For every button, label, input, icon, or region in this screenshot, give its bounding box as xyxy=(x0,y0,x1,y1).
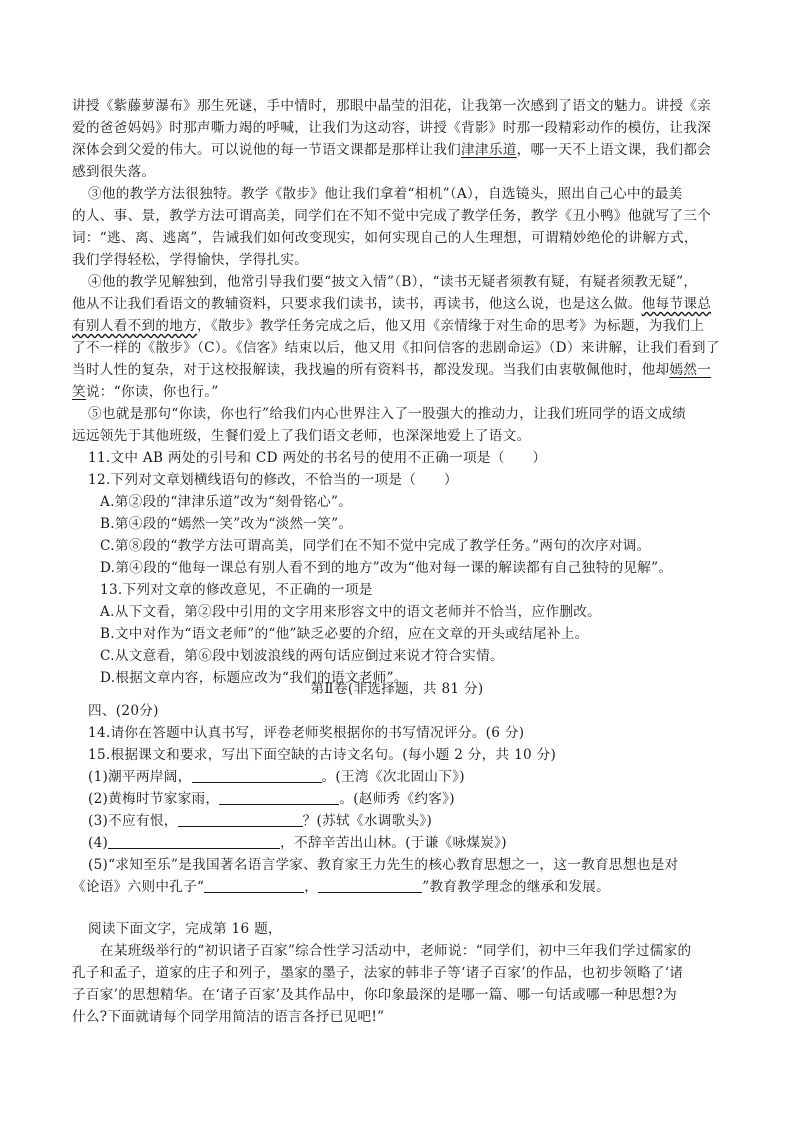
passage-line: ③他的教学方法很独特。教学《散步》他让我们拿着“相机”（A），自选镜头，照出自己心中的最美 xyxy=(88,186,683,202)
reading-line: 孔子和孟子，道家的庄子和列子，墨家的墨子，法家的韩非子等‘诸子百家’的作品，也初步领略了‘诸 xyxy=(72,965,684,981)
question-15-5: (5)“求知至乐”是我国著名语言学家、教育家王力先生的核心教育思想之一，这一教育思想也是对 xyxy=(88,857,679,873)
passage-line: 讲授《紫藤萝瀑布》那生死谜，手中情时，那眼中晶莹的泪花，让我第一次感到了语文的魅力。讲授《亲 xyxy=(72,98,712,114)
option-12b: B.第④段的“嫣然一笑”改为“淡然一笑”。 xyxy=(100,516,353,532)
question-12: 12.下列对文章划横线语句的修改，不恰当的一项是（ ） xyxy=(88,472,458,488)
answer-blank[interactable] xyxy=(219,790,339,805)
reading-line: 什么?下面就请每个同学用简洁的语言各抒已见吧!” xyxy=(72,1009,385,1025)
question-15-1: (1)潮平两岸阔， 。(王湾《次北固山下》) xyxy=(88,769,465,785)
passage-line: ⑤也就是那句“你读，你也行”给我们内心世界注入了一股强大的推动力，让我们班同学的语文成绩 xyxy=(88,406,687,422)
question-15-3: (3)不应有恨， ？(苏轼《水调歌头》) xyxy=(88,813,433,829)
question-15-2: (2)黄梅时节家家雨， 。(赵师秀《约客》) xyxy=(88,791,455,807)
passage-line: 有别人看不到的地方，《散步》教学任务完成之后，他又用《亲情缘于对生命的思考》为标题，为我们上 xyxy=(72,318,705,334)
part2-title: 第Ⅱ卷(非选择题，共 81 分) xyxy=(310,681,484,697)
reading-intro: 阅读下面文字，完成第 16 题， xyxy=(88,921,282,937)
question-15-5-cont: 《论语》六则中孔子“ ， ”教育教学理念的继承和发展。 xyxy=(72,879,611,895)
passage-line: 了不一样的《散步》（C）。《信客》结束以后，他又用《扣问信客的悲剧命运》（D）来讲解，让我们看到了 xyxy=(72,340,720,356)
answer-blank[interactable] xyxy=(318,878,422,893)
wavy-underlined-phrase: 有别人看不到的地方 xyxy=(72,318,198,334)
underlined-phrase: 笑 xyxy=(72,384,86,400)
reading-line: 在某班级举行的“初识诸子百家”综合性学习活动中，老师说：“同学们，初中三年我们学过儒家的 xyxy=(100,943,692,959)
answer-blank[interactable] xyxy=(192,768,322,783)
answer-blank[interactable] xyxy=(108,834,280,849)
option-12a: A.第②段的“津津乐道”改为“刻骨铭心”。 xyxy=(100,494,353,510)
reading-line: 子百家’的思想精华。在‘诸子百家’及其作品中，你印象最深的是哪一篇、哪一句话或哪一种思想?为 xyxy=(72,987,677,1003)
passage-line: 我们学得轻松，学得愉快，学得扎实。 xyxy=(72,252,309,268)
passage-line: 他从不让我们看语文的教辅资料，只要求我们读书，读书，再读书，他这么说，也是这么做。他每节课总 xyxy=(72,296,712,312)
option-13c: C.从文意看，第⑥段中划波浪线的两句话应倒过来说才符合实情。 xyxy=(100,648,504,664)
passage-line: 爱的爸爸妈妈》时那声嘶力竭的呼喊，让我们为这动容，讲授《背影》时那一段精彩动作的模仿，让我深 xyxy=(72,120,712,136)
option-13b: B.文中对作为“语文老师”的“他”缺乏必要的介绍，应在文章的开头或结尾补上。 xyxy=(100,626,589,642)
passage-line: 远远领先于其他班级，生餐们爱上了我们语文老师，也深深地爱上了语文。 xyxy=(72,428,531,444)
answer-blank[interactable] xyxy=(178,812,303,827)
question-15-4: (4) ，不辞辛苦出山林。(于谦《咏煤炭》) xyxy=(88,835,507,851)
underlined-phrase: 津津乐道 xyxy=(461,142,517,158)
passage-line: 笑说：“你读，你也行。” xyxy=(72,384,219,400)
section-heading: 四、(20分) xyxy=(88,703,159,719)
underlined-phrase: 嫣然一 xyxy=(669,362,712,378)
option-12c: C.第⑧段的“教学方法可谓高美，同学们在不知不觉中完成了教学任务。”两句的次序对调。 xyxy=(100,538,651,554)
wavy-underlined-phrase: 他每节课总 xyxy=(641,296,712,312)
option-12d: D.第④段的“他每一课总有别人看不到的地方”改为“他对每一课的解读都有自己独特的见解”。 xyxy=(100,560,673,576)
passage-line: 词：“逃、离、逃离”，告诫我们如何改变现实，如何实现自己的人生理想，可谓精妙绝伦的讲解方式， xyxy=(72,230,698,246)
passage-line: 当时人性的复杂，对于这校报解读，我找遍的所有资料书，都没发现。当我们由衷敬佩他时，他却嫣然一 xyxy=(72,362,712,378)
question-11: 11.文中 AB 两处的引号和 CD 两处的书名号的使用不正确一项是（ ） xyxy=(88,450,547,466)
passage-line: 的人、事、景，教学方法可谓高美，同学们在不知不觉中完成了教学任务，教学《丑小鸭》他就写了三个 xyxy=(72,208,712,224)
question-13: 13.下列对文章的修改意见，不正确的一项是 xyxy=(100,582,373,598)
question-14: 14.请你在答题中认真书写，评卷老师奖根据你的书写情况评分。(6 分) xyxy=(88,725,525,741)
passage-line: ④他的教学见解独到，他常引导我们要“披文入情”（B），“读书无疑者须教有疑，有疑者须教无疑”， xyxy=(88,274,698,290)
passage-line: 感到很失落。 xyxy=(72,164,156,180)
passage-line: 深体会到父爱的伟大。可以说他的每一节语文课都是那样让我们津津乐道，哪一天不上语文课，我们都会 xyxy=(72,142,712,158)
question-15: 15.根据课文和要求，写出下面空缺的古诗文名句。(每小题 2 分，共 10 分) xyxy=(88,747,557,763)
option-13d: D.根据文章内容，标题应改为“我们的语文老师”。 xyxy=(100,670,408,686)
option-13a: A.从下文看，第②段中引用的文字用来形容文中的语文老师并不恰当，应作删改。 xyxy=(100,604,602,620)
answer-blank[interactable] xyxy=(204,878,304,893)
